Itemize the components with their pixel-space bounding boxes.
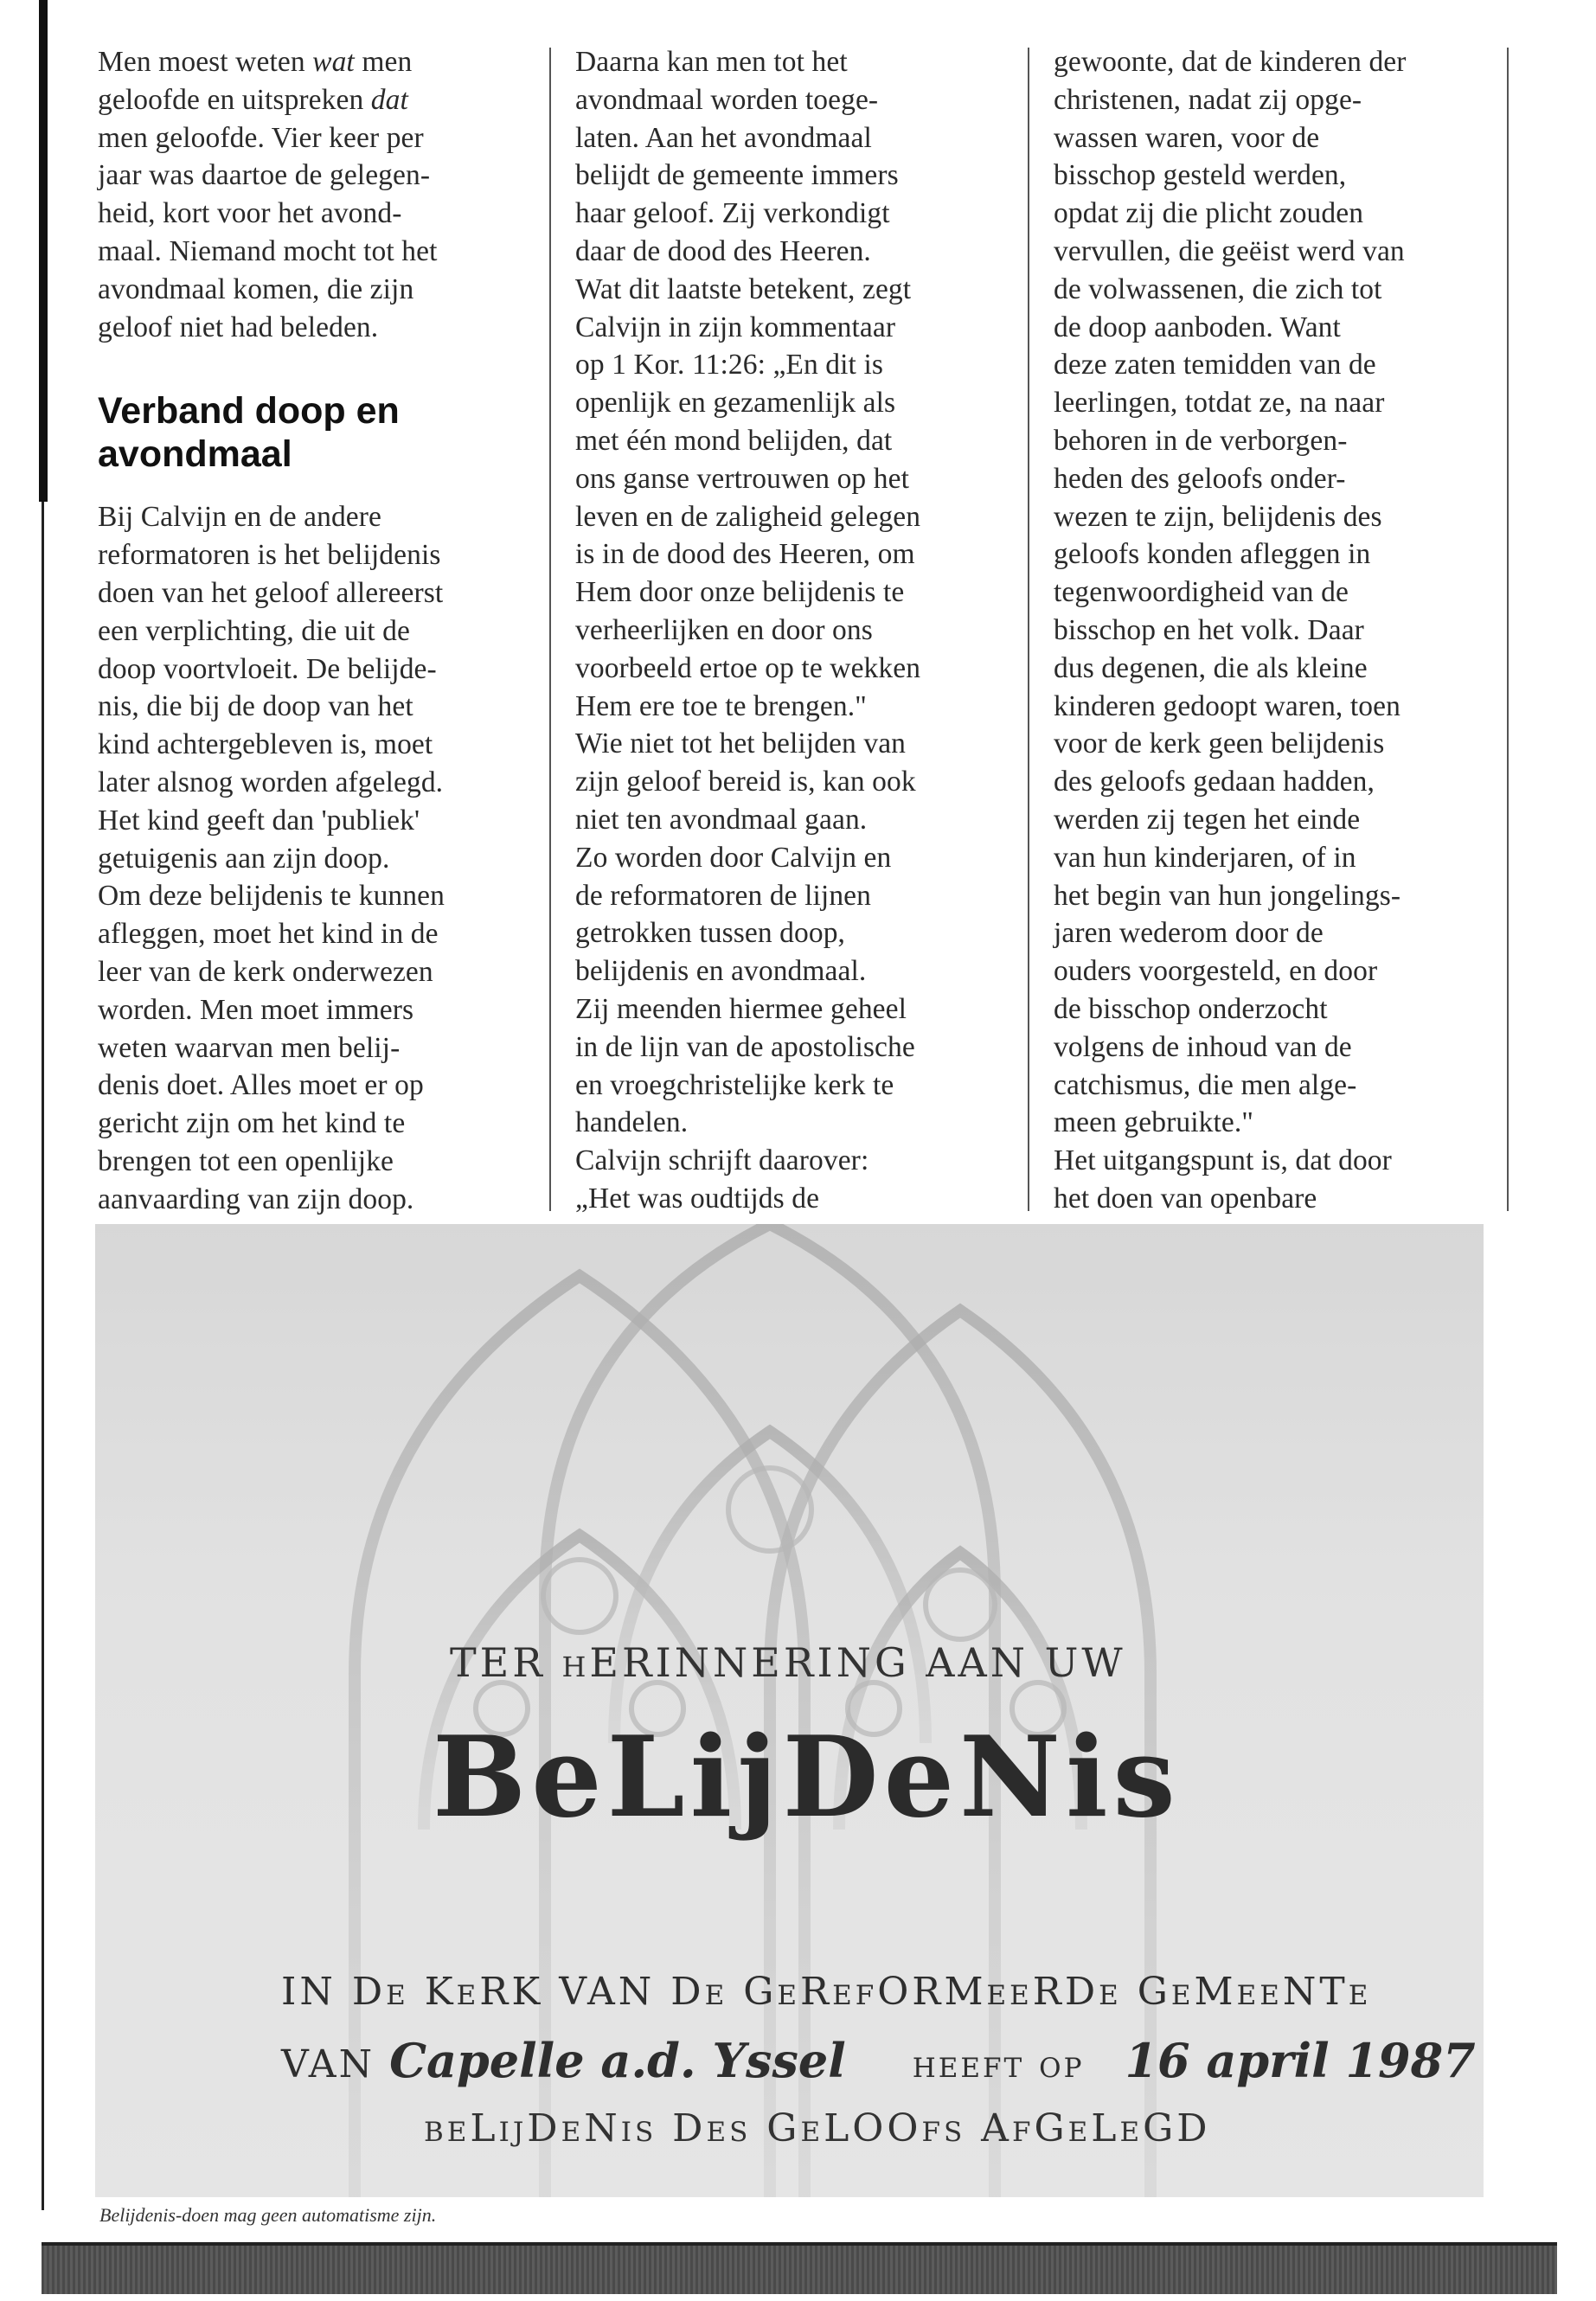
text-line: openlijk en gezamenlijk als (575, 387, 896, 420)
text-line: „Het was oudtijds de (575, 1182, 820, 1215)
text-line: doen van het geloof allereerst (98, 576, 444, 609)
text-line: meen gebruikte." (1054, 1106, 1254, 1139)
text-line: de bisschop onderzocht (1054, 992, 1328, 1025)
column-rule-2 (1028, 48, 1029, 1211)
text-line: avondmaal komen, die zijn (98, 272, 414, 305)
text-line: gewoonte, dat de kinderen der (1054, 46, 1407, 78)
photo-caption: Belijdenis-doen mag geen automatisme zijn. (99, 2204, 437, 2226)
article-column-1 (98, 43, 539, 1219)
text-line: de doop aanboden. Want (1054, 311, 1341, 343)
text-line: voor de kerk geen belijdenis (1054, 727, 1385, 760)
text-line: christenen, nadat zij opge- (1054, 83, 1362, 116)
card-date-handwritten: 16 april 1987 (1125, 2033, 1476, 2088)
text-line: zijn geloof bereid is, kan ook (575, 766, 916, 798)
text-line: wassen waren, voor de (1054, 121, 1320, 154)
text-line: geloof niet had beleden. (98, 311, 379, 343)
text-line: deze zaten temidden van de (1054, 349, 1376, 381)
column-1-body (98, 498, 539, 1218)
text-line: heid, kort voor het avond- (98, 197, 402, 230)
text-line: des geloofs gedaan hadden, (1054, 766, 1375, 798)
emphasis: dat (370, 83, 408, 116)
text-line: Zij meenden hiermee geheel (575, 992, 907, 1025)
text-line: denis doet. Alles moet er op (98, 1069, 424, 1102)
text-line: bisschop gesteld werden, (1054, 159, 1347, 192)
text-line: later alsnog worden afgelegd. (98, 766, 444, 798)
text-line: leven en de zaligheid gelegen (575, 500, 921, 533)
text-line: getrokken tussen doop, (575, 917, 846, 950)
text-line: op 1 Kor. 11:26: „En dit is (575, 349, 883, 381)
text-line: Zo worden door Calvijn en (575, 841, 892, 874)
card-van-word: VAN (281, 2042, 375, 2086)
column-rule-right (1507, 48, 1509, 1211)
text-line: maal. Niemand mocht tot het (98, 234, 438, 267)
text-line: Hem door onze belijdenis te (575, 576, 905, 609)
text-line: het begin van hun jongelings- (1054, 879, 1401, 912)
card-place-handwritten: Capelle a.d. Yssel (389, 2033, 846, 2088)
text-line: jaar was daartoe de gelegen- (98, 159, 431, 192)
confession-certificate-photo (95, 1224, 1484, 2197)
page-bottom-edge (42, 2242, 1557, 2246)
text-line: is in de dood des Heeren, om (575, 538, 915, 571)
text-line: Men moest weten wat men (98, 46, 413, 78)
text-line: Het kind geeft dan 'publiek' (98, 804, 420, 836)
text-line: vervullen, die geëist werd van (1054, 234, 1405, 267)
column-rule-1 (549, 48, 551, 1211)
text-line: volgens de inhoud van de (1054, 1030, 1352, 1063)
text-line: laten. Aan het avondmaal (575, 121, 872, 154)
text-line: geloofs konden afleggen in (1054, 538, 1371, 571)
text-line: wezen te zijn, belijdenis des (1054, 500, 1382, 533)
text-line: gericht zijn om het kind te (98, 1107, 406, 1140)
text-line: verheerlijken en door ons (575, 613, 873, 646)
text-line: Om deze belijdenis te kunnen (98, 880, 445, 913)
text-line: ouders voorgesteld, en door (1054, 955, 1378, 988)
text-line: jaren wederom door de (1054, 917, 1324, 950)
text-line: belijdenis en avondmaal. (575, 955, 867, 988)
card-heading-line: TER hERINNERING AAN UW (450, 1639, 1126, 1686)
column-1-intro (98, 43, 539, 346)
card-title: BeLijDeNis (433, 1713, 1181, 1843)
text-line: catchismus, die men alge- (1054, 1068, 1357, 1101)
text-line: brengen tot een openlijke (98, 1144, 394, 1177)
text-line: avondmaal worden toege- (575, 83, 879, 116)
emphasis: wat (312, 46, 355, 78)
text-line: het doen van openbare (1054, 1182, 1317, 1215)
text-line: de volwassenen, die zich tot (1054, 272, 1382, 305)
text-line: een verplichting, die uit de (98, 614, 410, 647)
text-line: bisschop en het volk. Daar (1054, 613, 1364, 646)
text-line: tegenwoordigheid van de (1054, 576, 1349, 609)
text-line: Wat dit laatste betekent, zegt (575, 272, 912, 305)
text-line: opdat zij die plicht zouden (1054, 197, 1364, 230)
card-heeft-op-words: heeft op (912, 2042, 1085, 2086)
text-line: heden des geloofs onder- (1054, 462, 1346, 495)
text-line: met één mond belijden, dat (575, 424, 893, 457)
card-place-date-line (281, 2033, 1476, 2088)
text-line: Calvijn schrijft daarover: (575, 1144, 869, 1177)
text-line: Het uitgangspunt is, dat door (1054, 1144, 1392, 1177)
text-line: kinderen gedoopt waren, toen (1054, 689, 1401, 722)
article-column-3 (1054, 43, 1495, 1218)
text-line: Bij Calvijn en de andere (98, 501, 381, 534)
text-line: voorbeeld ertoe op te wekken (575, 651, 921, 684)
text-line: Hem ere toe te brengen." (575, 689, 867, 722)
card-church-line: IN De KeRK VAN De GeRefORMeeRDe GeMeeNTe (281, 1970, 1372, 2014)
text-line: Wie niet tot het belijden van (575, 727, 907, 760)
text-line: aanvaarding van zijn doop. (98, 1183, 414, 1215)
text-line: doop voortvloeit. De belijde- (98, 652, 437, 685)
text-line: reformatoren is het belijdenis (98, 539, 441, 572)
text-line: en vroegchristelijke kerk te (575, 1068, 894, 1101)
text-line: worden. Men moet immers (98, 993, 414, 1026)
page-bottom-band (42, 2242, 1557, 2294)
left-margin-bar (39, 0, 48, 502)
text-line: belijdt de gemeente immers (575, 159, 899, 192)
text-line: nis, die bij de doop van het (98, 690, 413, 723)
section-subheading: Verband doop en avondmaal (98, 390, 400, 476)
text-line: daar de dood des Heeren. (575, 234, 871, 267)
left-margin-line (42, 502, 44, 2210)
text-line: in de lijn van de apostolische (575, 1030, 915, 1063)
text-line: werden zij tegen het einde (1054, 803, 1361, 836)
card-closing-line: beLijDeNis Des GeLOOfs AfGeLeGD (424, 2106, 1211, 2150)
text-line: men geloofde. Vier keer per (98, 121, 424, 154)
text-line: afleggen, moet het kind in de (98, 918, 439, 951)
text-line: behoren in de verborgen- (1054, 424, 1348, 457)
text-line: haar geloof. Zij verkondigt (575, 197, 890, 230)
text-line: Daarna kan men tot het (575, 46, 848, 78)
text-line: niet ten avondmaal gaan. (575, 803, 868, 836)
text-line: getuigenis aan zijn doop. (98, 842, 390, 875)
text-line: leer van de kerk onderwezen (98, 955, 433, 988)
text-line: leerlingen, totdat ze, na naar (1054, 387, 1385, 420)
text-line: handelen. (575, 1106, 689, 1139)
article-column-2 (575, 43, 1016, 1218)
text-line: dus degenen, die als kleine (1054, 651, 1368, 684)
text-line: de reformatoren de lijnen (575, 879, 871, 912)
text-line: van hun kinderjaren, of in (1054, 841, 1356, 874)
text-line: geloofde en uitspreken dat (98, 83, 408, 116)
text-line: weten waarvan men belij- (98, 1031, 401, 1064)
text-line: kind achtergebleven is, moet (98, 728, 433, 761)
text-line: ons ganse vertrouwen op het (575, 462, 909, 495)
text-line: Calvijn in zijn kommentaar (575, 311, 896, 343)
